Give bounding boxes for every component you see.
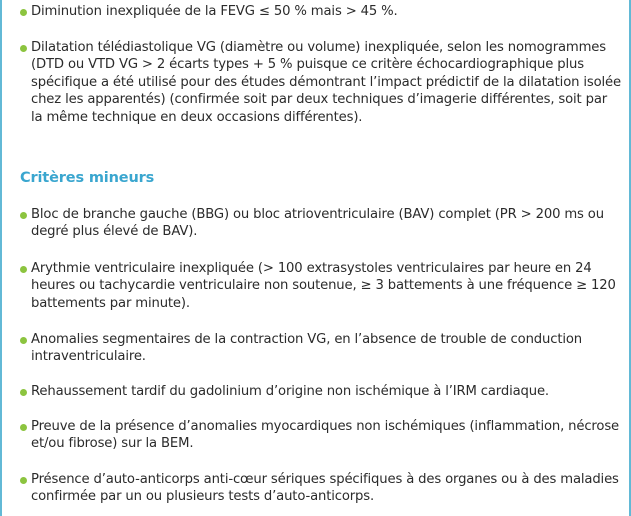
- list-item-text: Dilatation télédiastolique VG (diamètre ou volume) inexpliquée, selon les nomogrammes (DTD ou VTD VG > 2 écarts types + 5 % puisque ce critère échocardiographique plus spécifique a été utilisé pour des études démontrant l’impact prédictif de la dilatation isolée chez les apparentés) (confirmée soit par deux techniques d’imagerie différentes, soit par la même technique en deux occasions différentes).: [31, 40, 621, 125]
- bullet-icon: [20, 389, 27, 396]
- list-item-text: Bloc de branche gauche (BBG) ou bloc atrioventriculaire (BAV) complet (PR > 200 ms ou degré plus élevé de BAV).: [31, 207, 604, 240]
- list-item-text: Présence d’auto-anticorps anti-cœur sériques spécifiques à des organes ou à des maladies confirmée par un ou plusieurs tests d’auto-anticorps.: [31, 472, 619, 505]
- section-heading: Critères mineurs: [20, 170, 155, 186]
- list-item: [20, 418, 621, 453]
- bullet-icon: [20, 337, 27, 344]
- bullet-icon: [20, 477, 27, 484]
- list-item: [20, 206, 621, 241]
- list-item: [20, 39, 621, 126]
- bullet-icon: [20, 212, 27, 219]
- list-item-text: Rehaussement tardif du gadolinium d’origine non ischémique à l’IRM cardiaque.: [31, 384, 549, 399]
- list-item-text: Arythmie ventriculaire inexpliquée (> 100 extrasystoles ventriculaires par heure en 24 heures ou tachycardie ventriculaire non soutenue, ≥ 3 battements à une fréquence ≥ 120 battements par minute).: [31, 261, 616, 311]
- bullet-icon: [20, 424, 27, 431]
- list-item: [20, 260, 621, 312]
- list-item: [20, 3, 621, 20]
- list-item: [20, 331, 621, 366]
- list-item: [20, 471, 621, 506]
- list-item-text: Anomalies segmentaires de la contraction VG, en l’absence de trouble de conduction intraventriculaire.: [31, 332, 582, 365]
- list-item-text: Preuve de la présence d’anomalies myocardiques non ischémiques (inflammation, nécrose et/ou fibrose) sur la BEM.: [31, 419, 620, 452]
- list-item-text: Diminution inexpliquée de la FEVG ≤ 50 % mais > 45 %.: [31, 4, 398, 19]
- bullet-icon: [20, 45, 27, 52]
- bullet-icon: [20, 9, 27, 16]
- bullet-icon: [20, 266, 27, 273]
- list-item: [20, 383, 621, 400]
